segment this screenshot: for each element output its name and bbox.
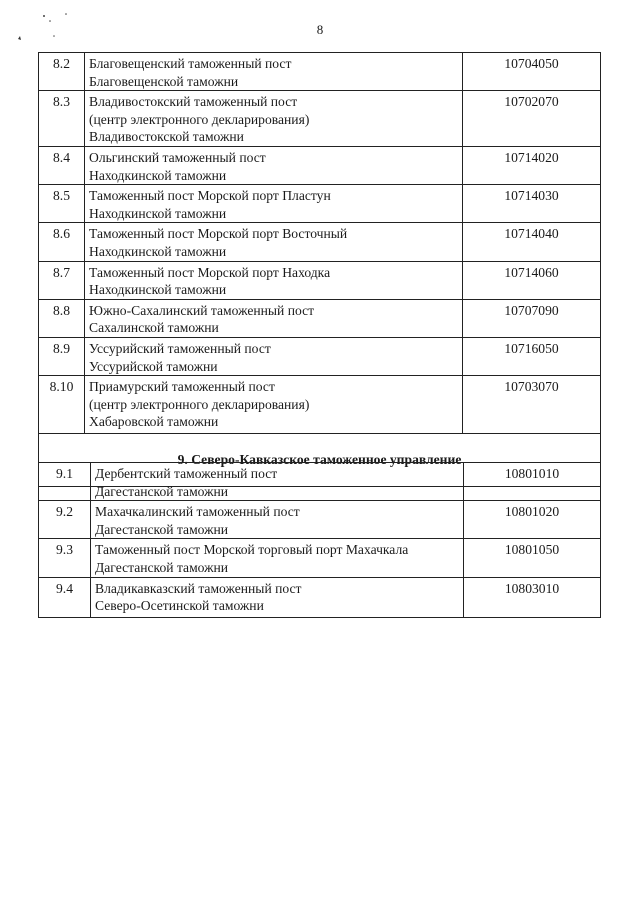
customs-post-name (85, 146, 463, 184)
table-row (39, 185, 601, 223)
customs-post-name (91, 501, 464, 539)
table-row (39, 539, 601, 577)
page-number: 8 (316, 22, 324, 37)
customs-post-name (85, 337, 463, 375)
customs-post-name (85, 185, 463, 223)
customs-post-code: 10803010 (464, 577, 601, 617)
section-title: 9. Северо-Кавказское таможенное управление (39, 433, 601, 486)
row-number: 9.3 (39, 539, 91, 577)
customs-post-code: 10702070 (463, 91, 601, 147)
name-line: Благовещенской таможни (89, 73, 239, 89)
row-number: 8.7 (39, 261, 85, 299)
customs-post-code: 10703070 (463, 376, 601, 434)
table-row (39, 337, 601, 375)
table-section-8 (39, 53, 601, 434)
table-row (39, 223, 601, 261)
name-line: Уссурийский таможенный пост (89, 340, 271, 356)
name-line: Приамурский таможенный пост (89, 379, 275, 395)
name-line: Таможенный пост Морской торговый порт Махачкала (95, 542, 409, 558)
name-line: Ольгинский таможенный пост (89, 149, 266, 165)
name-line: Северо-Осетинской таможни (95, 598, 264, 614)
row-number: 8.10 (39, 376, 85, 434)
row-number: 9.1 (39, 463, 91, 501)
customs-post-name (85, 91, 463, 147)
name-line: Находкинской таможни (89, 243, 227, 259)
table-row (39, 501, 601, 539)
row-number: 8.6 (39, 223, 85, 261)
customs-post-code: 10707090 (463, 299, 601, 337)
customs-post-code: 10801050 (464, 539, 601, 577)
customs-post-code: 10716050 (463, 337, 601, 375)
row-number: 8.4 (39, 146, 85, 184)
customs-post-name (85, 376, 463, 434)
name-line: Таможенный пост Морской порт Восточный (89, 226, 348, 242)
name-line: Хабаровской таможни (89, 414, 219, 430)
customs-post-code: 10714020 (463, 146, 601, 184)
row-number: 8.5 (39, 185, 85, 223)
name-line: Сахалинской таможни (89, 320, 219, 336)
row-number: 8.2 (39, 53, 85, 91)
table-row (39, 91, 601, 147)
customs-post-name (85, 261, 463, 299)
row-number: 9.2 (39, 501, 91, 539)
name-line: (центр электронного декларирования) (89, 396, 310, 412)
customs-post-code: 10714040 (463, 223, 601, 261)
name-line: Находкинской таможни (89, 205, 227, 221)
table-row (39, 261, 601, 299)
table-row (39, 376, 601, 434)
name-line: (центр электронного декларирования) (89, 111, 310, 127)
table-row (39, 577, 601, 617)
name-line: Южно-Сахалинский таможенный пост (89, 302, 315, 318)
customs-post-name (91, 577, 464, 617)
name-line: Таможенный пост Морской порт Находка (89, 264, 331, 280)
customs-post-name (91, 463, 464, 501)
customs-post-code: 10714060 (463, 261, 601, 299)
table-section-9 (39, 463, 601, 618)
table-row (39, 53, 601, 91)
name-line: Дагестанской таможни (95, 483, 229, 499)
table-row (39, 299, 601, 337)
customs-post-code: 10714030 (463, 185, 601, 223)
customs-post-name (91, 539, 464, 577)
customs-posts-table-section-9 (38, 462, 601, 618)
name-line: Владивостокский таможенный пост (89, 94, 298, 110)
name-line: Уссурийской таможни (89, 358, 218, 374)
customs-posts-table (38, 52, 601, 487)
name-line: Владивостокской таможни (89, 129, 244, 145)
customs-post-code: 10801020 (464, 501, 601, 539)
row-number: 8.3 (39, 91, 85, 147)
row-number: 8.9 (39, 337, 85, 375)
customs-post-name (85, 223, 463, 261)
name-line: Таможенный пост Морской порт Пластун (89, 188, 331, 204)
name-line: Дагестанской таможни (95, 559, 229, 575)
name-line: Владикавказский таможенный пост (95, 580, 302, 596)
row-number: 8.8 (39, 299, 85, 337)
row-number: 9.4 (39, 577, 91, 617)
customs-post-code: 10801010 (464, 463, 601, 501)
table-row (39, 463, 601, 501)
name-line: Благовещенский таможенный пост (89, 56, 292, 71)
name-line: Махачкалинский таможенный пост (95, 504, 300, 520)
customs-post-name (85, 299, 463, 337)
customs-post-name (85, 53, 463, 91)
name-line: Находкинской таможни (89, 167, 227, 183)
name-line: Дагестанской таможни (95, 521, 229, 537)
name-line: Дербентский таможенный пост (95, 466, 278, 481)
name-line: Находкинской таможни (89, 282, 227, 298)
table-row (39, 146, 601, 184)
customs-post-code: 10704050 (463, 53, 601, 91)
